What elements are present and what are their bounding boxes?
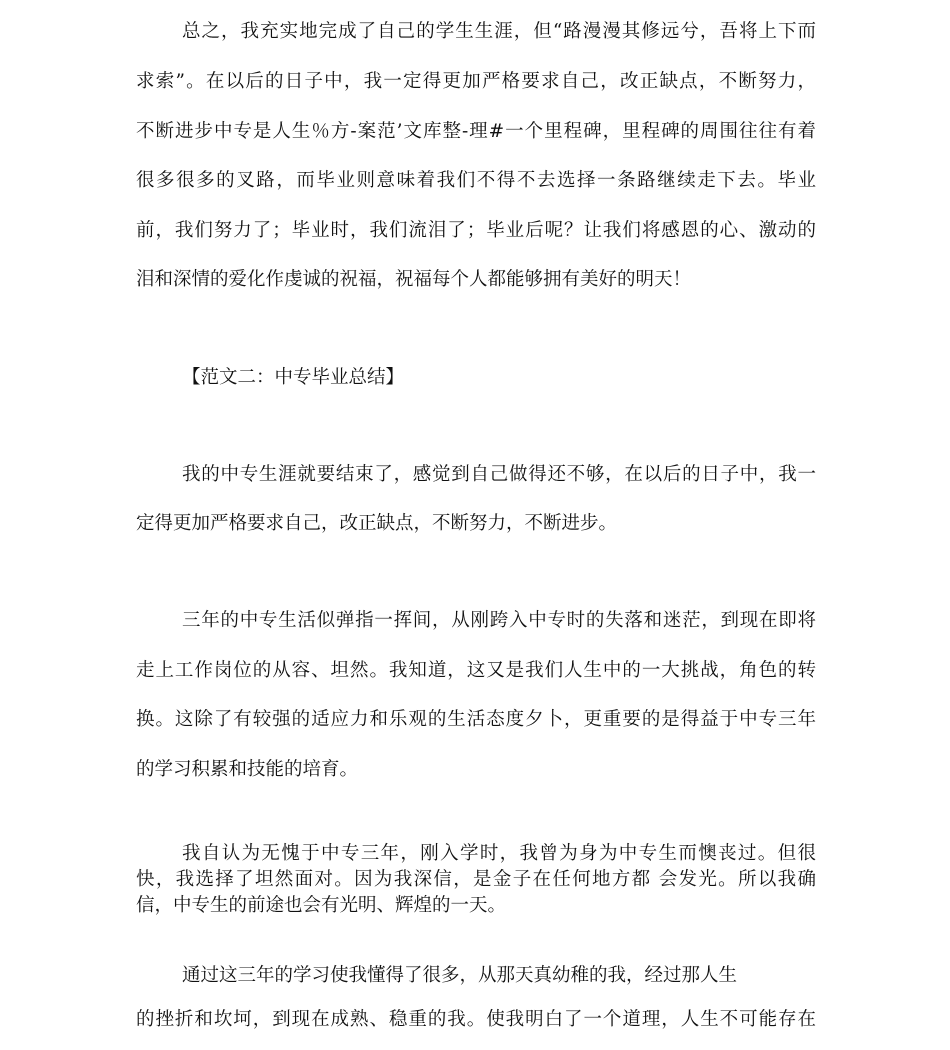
para2-line-1: 我的中专生涯就要结束了，感觉到自己做得还不够，在以后的日子中，我一 xyxy=(182,464,816,485)
para5-line-2: 的挫折和坎坷，到现在成熟、稳重的我。使我明白了一个道理，人生不可能存在 xyxy=(136,1009,816,1030)
para5-line-1: 通过这三年的学习使我懂得了很多，从那天真幼稚的我，经过那人生 xyxy=(182,965,738,986)
para2-line-2: 定得更加严格要求自己，改正缺点，不断努力，不断进步。 xyxy=(136,513,618,534)
section-heading: 【范文二：中专毕业总结】 xyxy=(182,367,405,388)
para1-line-6: 泪和深情的爱化作虔诚的祝福，祝福每个人都能够拥有美好的明天！ xyxy=(136,269,692,290)
para1-line-1: 总之，我充实地完成了自己的学生生涯，但“路漫漫其修远兮，吾将上下而 xyxy=(182,21,816,42)
para1-line-3: 不断进步中专是人生％方-案范’文库整-理#一个里程碑，里程碑的周围往往有着 xyxy=(136,121,816,142)
para4-line-1: 我自认为无愧于中专三年，刚入学时，我曾为身为中专生而懊丧过。但很 xyxy=(182,843,816,864)
para1-line-2: 求索”。在以后的日子中，我一定得更加严格要求自己，改正缺点，不断努力， xyxy=(136,71,816,92)
para1-line-5: 前，我们努力了；毕业时，我们流泪了；毕业后呢？让我们将感恩的心、激动的 xyxy=(136,220,816,241)
para3-line-4: 的学习积累和技能的培育。 xyxy=(136,759,359,780)
para3-line-2: 走上工作岗位的从容、坦然。我知道，这又是我们人生中的一大挑战，角色的转 xyxy=(136,660,816,681)
para4-line-2: 快，我选择了坦然面对。因为我深信，是金子在任何地方都 会发光。所以我确 xyxy=(136,869,816,890)
para4-line-3: 信，中专生的前途也会有光明、辉煌的一天。 xyxy=(136,895,507,916)
para1-line-4: 很多很多的叉路，而毕业则意味着我们不得不去选择一条路继续走下去。毕业 xyxy=(136,170,816,191)
para3-line-1: 三年的中专生活似弹指一挥间，从刚跨入中专时的失落和迷茫，到现在即将 xyxy=(182,610,816,631)
para3-line-3: 换。这除了有较强的适应力和乐观的生活态度夕卜，更重要的是得益于中专三年 xyxy=(136,709,816,730)
